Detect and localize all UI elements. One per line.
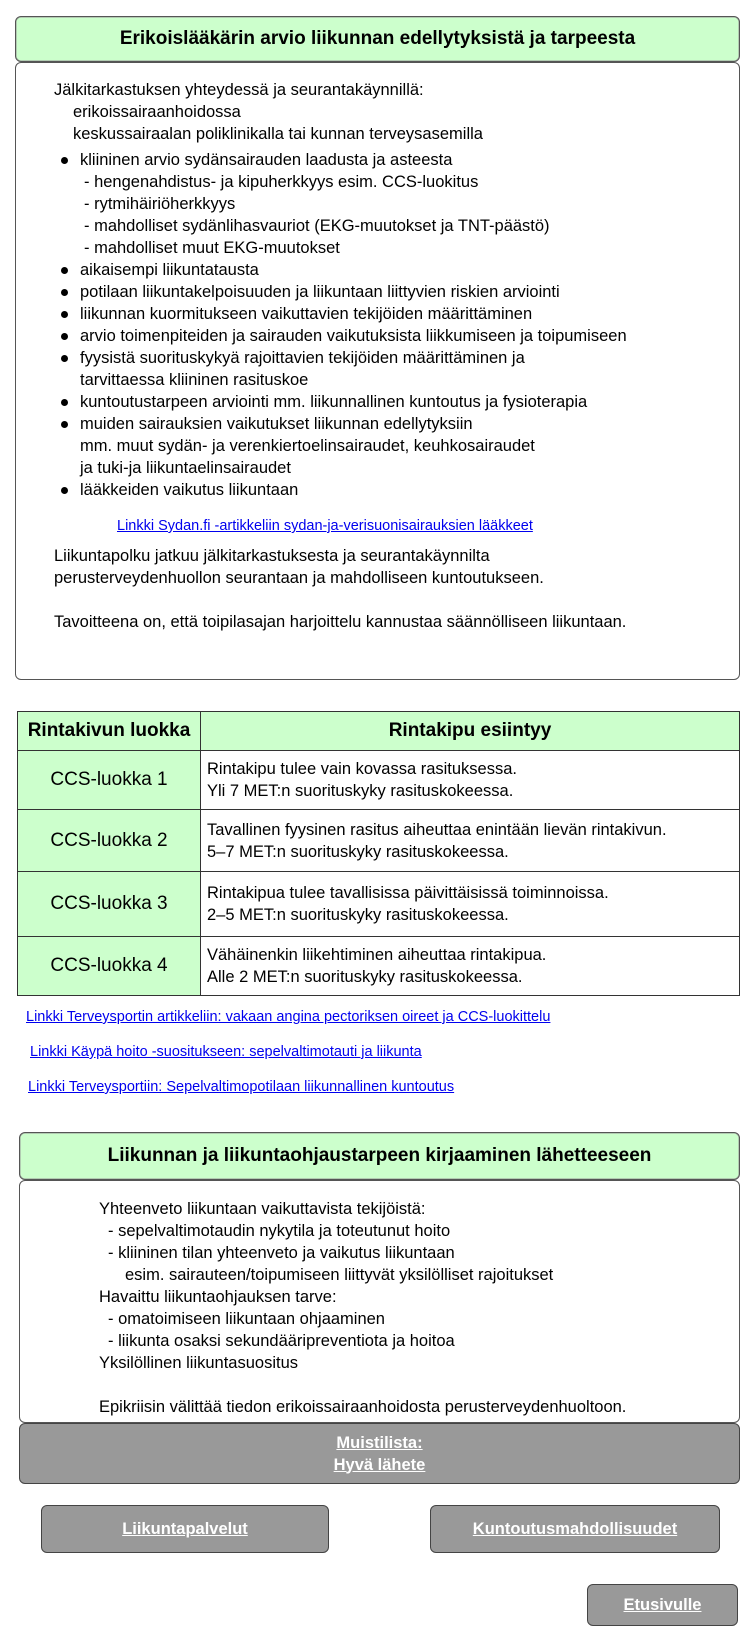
- kaypa-hoito-link[interactable]: Linkki Käypä hoito -suositukseen: sepelvaltimotauti ja liikunta: [30, 1044, 422, 1060]
- ccs-desc-line: Vähäinenkin liikehtiminen aiheuttaa rintakipua.: [207, 946, 547, 964]
- table-row: [18, 810, 740, 872]
- ccs-desc-cell: [201, 810, 740, 872]
- bullet-fitness: fyysistä suorituskykyä rajoittavien tekijöiden määrittäminen ja: [80, 349, 525, 367]
- intro-sub-1: erikoissairaanhoidossa: [73, 103, 241, 121]
- s2-line-1: Yhteenveto liikuntaan vaikuttavista tekijöistä:: [99, 1200, 426, 1218]
- bullet-clinical-sub-3: - mahdolliset sydänlihasvauriot (EKG-muutokset ja TNT-päästö): [84, 217, 550, 235]
- ccs-desc-cell: [201, 872, 740, 937]
- memo-button[interactable]: [19, 1423, 740, 1484]
- bullet-fitness-cont: tarvittaessa kliininen rasituskoe: [80, 371, 309, 389]
- bullet-clinical: kliininen arvio sydänsairauden laadusta ja asteesta: [80, 151, 453, 169]
- bullet-background: aikaisempi liikuntatausta: [80, 261, 259, 279]
- s2-line-4: esim. sairauteen/toipumiseen liittyvät yksilölliset rajoitukset: [125, 1266, 554, 1284]
- s2-line-8: Yksilöllinen liikuntasuositus: [99, 1354, 299, 1372]
- goal-text: Tavoitteena on, että toipilasajan harjoittelu kannustaa säännölliseen liikuntaan.: [54, 613, 627, 631]
- ccs-col-symptoms: Rintakipu esiintyy: [201, 712, 740, 751]
- intro-text: Jälkitarkastuksen yhteydessä ja seurantakäynnillä:: [54, 81, 424, 99]
- ccs-desc-line: Alle 2 MET:n suorituskyky rasituskokeessa.: [207, 968, 523, 986]
- ccs-class-cell: CCS-luokka 3: [18, 872, 201, 937]
- s2-line-2: - sepelvaltimotaudin nykytila ja toteutunut hoito: [108, 1222, 451, 1240]
- continue-text-1: Liikuntapolku jatkuu jälkitarkastuksesta ja seurantakäynnilta: [54, 547, 490, 565]
- bullet-clinical-sub-1: - hengenahdistus- ja kipuherkkyys esim. CCS-luokitus: [84, 173, 479, 191]
- table-row: [18, 937, 740, 996]
- ccs-desc-line: Rintakipua tulee tavallisissa päivittäisissä toiminnoissa.: [207, 884, 609, 902]
- s2-line-3: - kliininen tilan yhteenveto ja vaikutus liikuntaan: [108, 1244, 455, 1262]
- rehab-options-button[interactable]: Kuntoutusmahdollisuudet: [430, 1505, 720, 1553]
- bullet-clinical-sub-2: - rytmihäiriöherkkyys: [84, 195, 236, 213]
- bullet-other-cont-2: ja tuki-ja liikuntaelinsairaudet: [80, 459, 291, 477]
- memo-label-1: Muistilista:: [336, 1433, 423, 1452]
- ccs-desc-line: 2–5 MET:n suorituskyky rasituskokeessa.: [207, 906, 509, 924]
- sydan-link[interactable]: Linkki Sydan.fi -artikkeliin sydan-ja-verisuonisairauksien lääkkeet: [117, 518, 533, 534]
- bullet-risk: potilaan liikuntakelpoisuuden ja liikuntaan liittyvien riskien arviointi: [80, 283, 560, 301]
- ccs-class-cell: CCS-luokka 4: [18, 937, 201, 996]
- section1-title: Erikoislääkärin arvio liikunnan edellytyksistä ja tarpeesta: [15, 16, 740, 62]
- bullet-clinical-sub-4: - mahdolliset muut EKG-muutokset: [84, 239, 340, 257]
- ccs-class-cell: CCS-luokka 1: [18, 751, 201, 810]
- s2-line-10: Epikriisin välittää tiedon erikoissairaanhoidosta perusterveydenhuoltoon.: [99, 1398, 627, 1416]
- ccs-desc-line: 5–7 MET:n suorituskyky rasituskokeessa.: [207, 842, 509, 861]
- ccs-desc-line: Tavallinen fyysinen rasitus aiheuttaa enintään lievän rintakivun.: [207, 820, 667, 839]
- ccs-table: [17, 711, 740, 996]
- s2-line-7: - liikunta osaksi sekundääripreventiota ja hoitoa: [108, 1332, 455, 1350]
- sports-services-button[interactable]: Liikuntapalvelut: [41, 1505, 329, 1553]
- s2-line-6: - omatoimiseen liikuntaan ohjaaminen: [108, 1310, 385, 1328]
- memo-label-2: Hyvä lähete: [333, 1455, 426, 1474]
- section2-title: Liikunnan ja liikuntaohjaustarpeen kirjaaminen lähetteeseen: [19, 1132, 740, 1180]
- bullet-other-cont-1: mm. muut sydän- ja verenkiertoelinsairaudet, keuhkosairaudet: [80, 437, 535, 455]
- s2-line-5: Havaittu liikuntaohjauksen tarve:: [99, 1288, 337, 1306]
- ccs-desc-line: Yli 7 MET:n suorituskyky rasituskokeessa.: [207, 782, 514, 800]
- ccs-desc-line: Rintakipu tulee vain kovassa rasitukse​ssa.: [207, 760, 517, 778]
- ccs-col-class: Rintakivun luokka: [18, 712, 201, 751]
- continue-text-2: perusterveydenhuollon seurantaan ja mahdolliseen kuntoutukseen.: [54, 569, 544, 587]
- home-button[interactable]: Etusivulle: [587, 1584, 738, 1626]
- ccs-class-cell: CCS-luokka 2: [18, 810, 201, 872]
- terveysportti-ccs-link[interactable]: Linkki Terveysportin artikkeliin: vakaan angina pectoriksen oireet ja CCS-luokittelu: [26, 1009, 551, 1025]
- table-row: [18, 872, 740, 937]
- bullet-rehab: kuntoutustarpeen arviointi mm. liikunnallinen kuntoutus ja fysioterapia: [80, 393, 588, 411]
- bullet-drugs: lääkkeiden vaikutus liikuntaan: [80, 481, 299, 499]
- bullet-load: liikunnan kuormitukseen vaikuttavien tekijöiden määrittäminen: [80, 305, 533, 323]
- terveysportti-rehab-link[interactable]: Linkki Terveysportiin: Sepelvaltimopotilaan liikunnallinen kuntoutus: [28, 1079, 455, 1095]
- intro-sub-2: keskussairaalan poliklinikalla tai kunnan terveysasemilla: [73, 125, 483, 143]
- table-row: [18, 751, 740, 810]
- ccs-desc-cell: [201, 751, 740, 810]
- ccs-desc-cell: [201, 937, 740, 996]
- bullet-recovery: arvio toimenpiteiden ja sairauden vaikutuksista liikkumiseen ja toipumiseen: [80, 327, 627, 345]
- bullet-other: muiden sairauksien vaikutukset liikunnan edellytyksiin: [80, 415, 473, 433]
